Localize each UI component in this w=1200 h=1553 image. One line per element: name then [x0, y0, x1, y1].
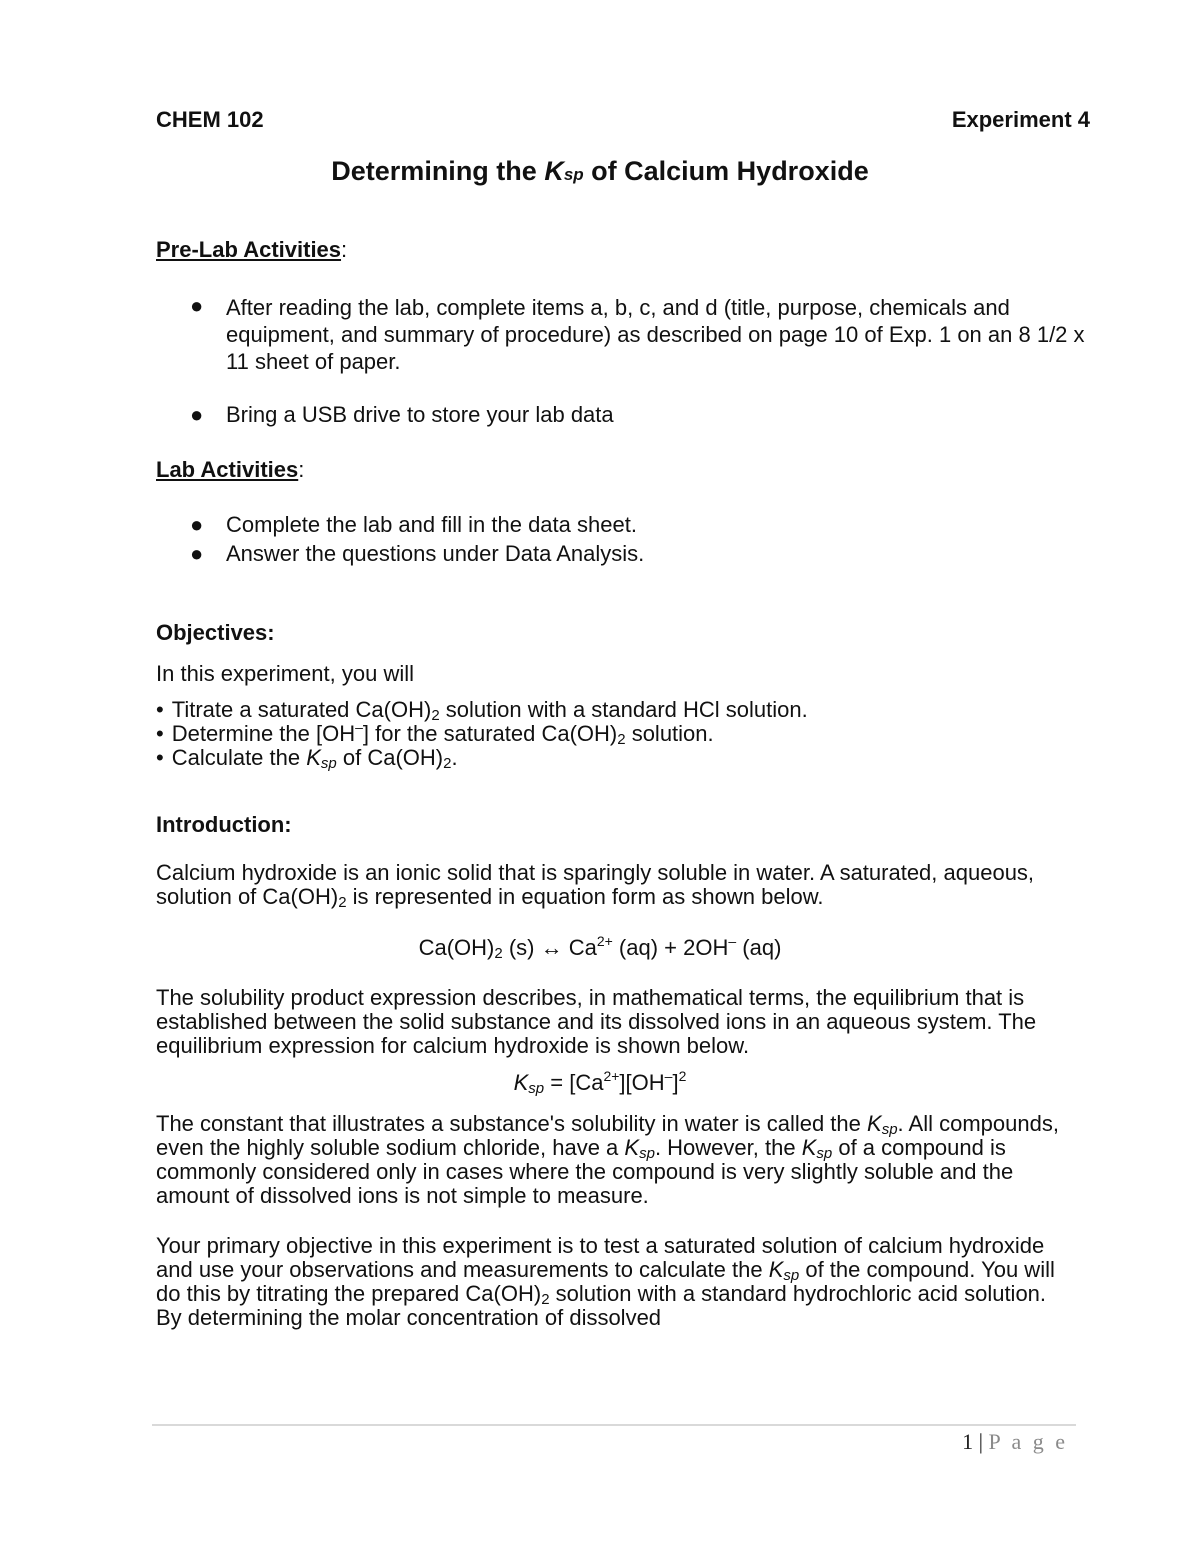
objectives-intro: In this experiment, you will: [156, 661, 414, 686]
dissolution-equation: $Ca(OH)_2$ (s) ↔ $Ca^{2+}$ (aq) + 2OH– (aq): [418, 933, 782, 962]
intro-paragraph-3: The constant that illustrates a substance's solubility in water is called the $K_{sp}$. All compounds, even the highly soluble sodium chloride, have a $K_{sp}$. However, the $K_{sp}$ of a compound is commonly considered only in cases where the compound is very slightly soluble and the amount of dissolved ions is not simple to measure.: [156, 1111, 1059, 1208]
intro-paragraph-4: Your primary objective in this experiment is to test a saturated solution of calcium hydroxide and use your observations and measurements to calculate the $K_{sp}$ of the compound. You will do this by titrating the prepared $Ca(OH)_2$ solution with a standard hydrochloric acid solution. By determining the molar concentration of dissolved: [156, 1233, 1055, 1330]
bullet-icon: •: [156, 745, 164, 770]
footer-divider: [152, 1424, 1076, 1426]
prelab-heading: Pre-Lab Activities:: [156, 237, 348, 262]
ksp-expression: $K_{sp} = [Ca^{2+}][OH^-]^2$: [513, 1068, 687, 1097]
page-label: P a g e: [988, 1429, 1068, 1454]
prelab-item-2: Bring a USB drive to store your lab data: [226, 402, 614, 427]
bullet-icon: •: [156, 697, 164, 722]
document-title: Determining the Ksp of Calcium Hydroxide: [331, 156, 869, 186]
objective-item-2: • Determine the [OH–] for the saturated $Ca(OH)_2$ solution.: [156, 719, 714, 748]
lab-heading: Lab Activities:: [156, 457, 305, 482]
prelab-item-1: After reading the lab, complete items a, b, c, and d (title, purpose, chemicals and equipment, and summary of procedure) as described on page 10 of Exp. 1 on an 8 1/2 x 11 sheet of paper.: [226, 295, 1085, 374]
lab-item-2: Answer the questions under Data Analysis.: [226, 541, 645, 566]
course-code: CHEM 102: [156, 107, 264, 132]
intro-paragraph-2: The solubility product expression describes, in mathematical terms, the equilibrium that is established between the solid substance and its dissolved ions in an aqueous system. The equilibrium expression for calcium hydroxide is shown below.: [156, 985, 1037, 1058]
bullet-icon: ●: [190, 402, 204, 427]
objectives-heading: Objectives:: [156, 620, 275, 645]
lab-item-1: Complete the lab and fill in the data sheet.: [226, 512, 637, 537]
experiment-number: Experiment 4: [951, 107, 1090, 132]
page-footer: 1 | P a g e: [962, 1429, 1068, 1454]
bullet-icon: ●: [190, 512, 204, 537]
bullet-icon: •: [156, 721, 164, 746]
introduction-heading: Introduction:: [156, 812, 292, 837]
bullet-icon: ●: [190, 541, 204, 566]
bullet-icon: ●: [190, 293, 204, 318]
intro-paragraph-1: Calcium hydroxide is an ionic solid that is sparingly soluble in water. A saturated, aqueous, solution of $Ca(OH)_2$ is represented in equation form as shown below.: [156, 860, 1035, 911]
objective-item-1: • Titrate a saturated $Ca(OH)_2$ solution with a standard HCl solution.: [156, 697, 808, 724]
page-number: 1: [962, 1429, 974, 1454]
objective-item-3: • Calculate the $K_{sp}$ of $Ca(OH)_2$.: [156, 745, 458, 772]
